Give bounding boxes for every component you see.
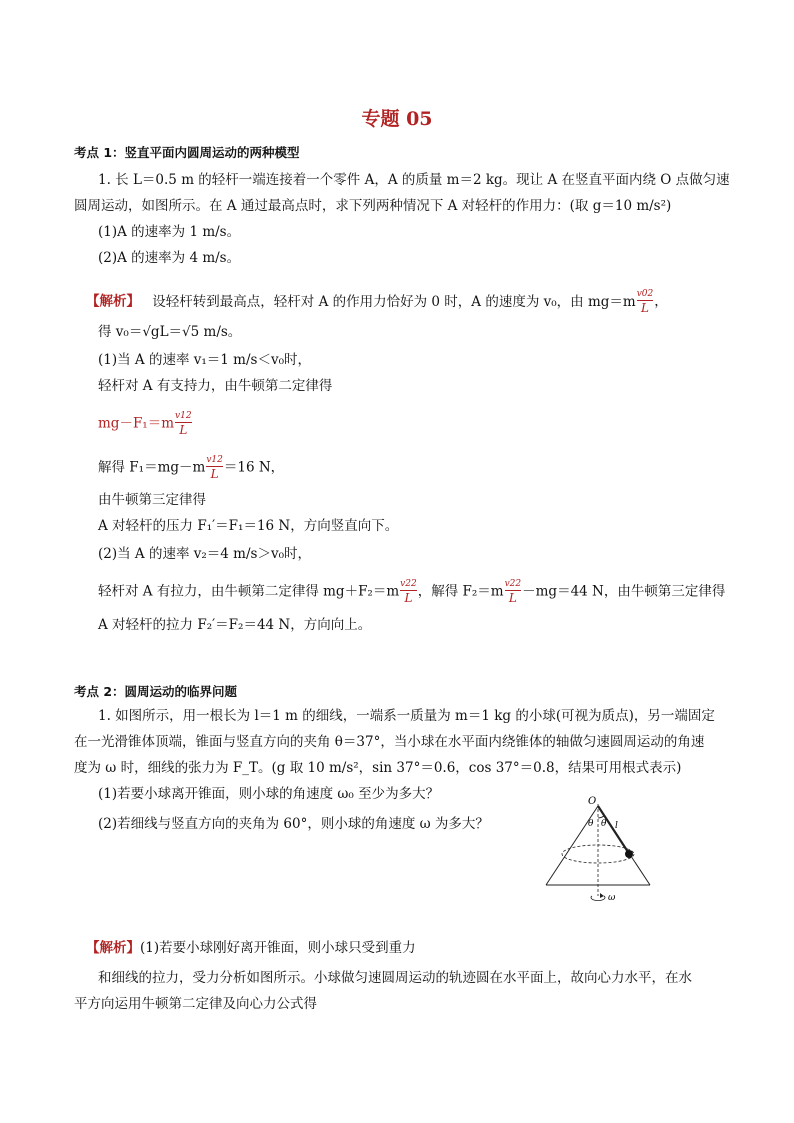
label-omega: ω [608, 893, 616, 903]
section2-problem-line-5: (2)若细线与竖直方向的夹角为 60°，则小球的角速度 ω 为多大？ [98, 816, 489, 832]
sub2-head: (2)当 A 的速率 v₂＝4 m/s＞v₀时， [98, 546, 311, 562]
label-apex-O: O [588, 796, 597, 807]
sub2-line-2: 轻杆对 A 有拉力，由牛顿第二定律得 mg＋F₂＝m $\frac{v22}{L}$ ，解得 F₂＝m $\frac{v22}{L}$ －mg＝44 N，由牛顿第三定律得 [98, 579, 726, 605]
section1-v0-result: 得 v₀＝√gL＝√5 m/s。 [98, 324, 242, 340]
sub1-head: (1)当 A 的速率 v₁＝1 m/s＜v₀时， [98, 352, 311, 368]
section1-heading: 考点 1：竖直平面内圆周运动的两种模型 [74, 145, 300, 160]
sub2-line-3: A 对轻杆的拉力 F₂′＝F₂＝44 N，方向向上。 [98, 617, 372, 633]
section2-problem-line-3: 度为 ω 时，细线的张力为 F_T。(g 取 10 m/s²，sin 37°＝0.6，cos 37°＝0.8，结果可用根式表示) [74, 760, 682, 776]
analysis-text: 设轻杆转到最高点，轻杆对 A 的作用力恰好为 0 时，A 的速度为 v₀，由 mg＝m [152, 293, 636, 310]
sub1-line-2: 轻杆对 A 有支持力，由牛顿第二定律得 [98, 378, 333, 394]
section2-problem-line-4: (1)若要小球离开锥面，则小球的角速度 ω₀ 至少为多大？ [98, 786, 440, 802]
section2-problem-line-2: 在一光滑锥体顶端，锥面与竖直方向的夹角 θ＝37°，当小球在水平面内绕锥体的轴做匀速圆周运动的角速 [74, 734, 705, 750]
label-theta-2: θ [601, 819, 607, 829]
fraction-v2-squared-over-L-2: $\frac{v22}{L}$ [504, 579, 522, 605]
rotation-arrow [591, 896, 605, 901]
fraction-v0-squared-over-L: $\frac{v02}{L}$ [636, 289, 654, 315]
section2-heading: 考点 2：圆周运动的临界问题 [74, 684, 238, 699]
fraction-v2-squared-over-L: $\frac{v22}{L}$ [400, 579, 417, 605]
label-l: l [615, 821, 618, 831]
label-theta-1: θ [588, 819, 594, 829]
sub1-equation-2: 解得 F₁＝mg－m $\frac{v12}{L}$ ＝16 N， [98, 455, 285, 481]
section2-analysis-line-3: 平方向运用牛顿第二定律及向心力公式得 [74, 996, 317, 1012]
section1-problem-line-2: 圆周运动，如图所示。在 A 通过最高点时，求下列两种情况下 A 对轻杆的作用力：(取 g＝10 m/s²) [74, 198, 672, 214]
fraction-v1-squared-over-L: $\frac{v12}{L}$ [175, 411, 192, 437]
section1-problem-line-1: 1. 长 L＝0.5 m 的轻杆一端连接着一个零件 A，A 的质量 m＝2 kg。现让 A 在竖直平面内绕 O 点做匀速 [98, 172, 730, 188]
sub1-line-6: A 对轻杆的压力 F₁′＝F₁＝16 N，方向竖直向下。 [98, 518, 399, 534]
section2-problem-line-1: 1. 如图所示，用一根长为 l＝1 m 的细线，一端系一质量为 m＝1 kg 的小球(可视为质点)，另一端固定 [98, 708, 715, 724]
cone-diagram [536, 792, 716, 904]
section1-problem-line-4: (2)A 的速率为 4 m/s。 [98, 250, 241, 266]
section2-analysis-line-1: 【解析】(1)若要小球刚好离开锥面，则小球只受到重力 [86, 940, 416, 956]
section2-analysis-line-2: 和细线的拉力，受力分析如图所示。小球做匀速圆周运动的轨迹圆在水平面上，故向心力水平，在水 [98, 970, 692, 986]
document-title: 专题 05 [361, 108, 433, 130]
ball [625, 850, 633, 858]
section1-problem-line-3: (1)A 的速率为 1 m/s。 [98, 224, 241, 240]
analysis-tag: 【解析】 [86, 293, 140, 310]
section1-analysis-line: 【解析】 设轻杆转到最高点，轻杆对 A 的作用力恰好为 0 时，A 的速度为 v₀，由 mg＝m $\frac{v02}{L}$ ， [86, 289, 668, 315]
sub1-line-5: 由牛顿第三定律得 [98, 492, 206, 508]
sub1-equation-1: mg－F₁＝m $\frac{v12}{L}$ [98, 411, 192, 437]
angle-arc [598, 816, 604, 818]
fraction-v1-squared-over-L-2: $\frac{v12}{L}$ [206, 455, 223, 481]
analysis-tag-2: 【解析】 [86, 940, 140, 956]
